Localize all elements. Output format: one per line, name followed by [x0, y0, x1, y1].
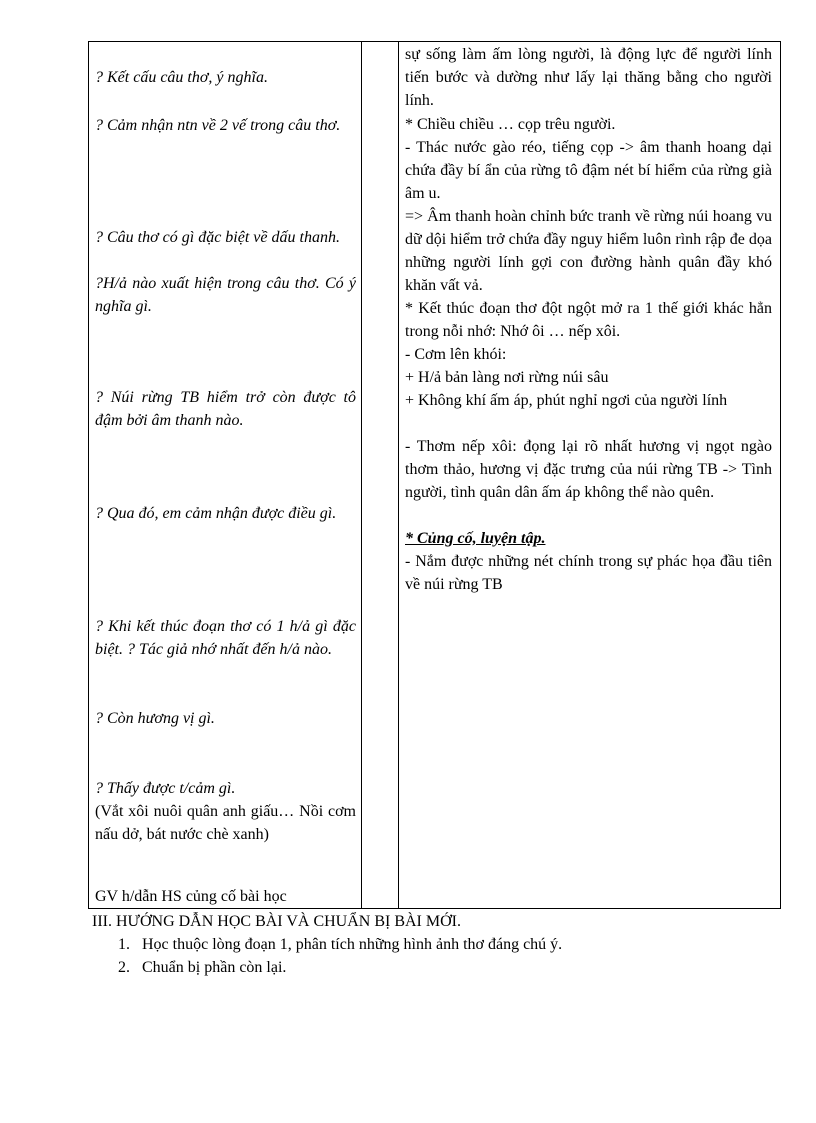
list-number: 2.	[118, 959, 130, 976]
content-paragraph: - Cơm lên khói:	[405, 346, 507, 363]
question-feeling: ? Qua đó, em cảm nhận được điều gì.	[95, 505, 337, 522]
list-item	[118, 956, 286, 979]
table-row	[89, 42, 781, 909]
content-paragraph: sự sống làm ấm lòng người, là động lực để người lính tiến bước và dường như lấy lại thăng bằng cho người lính.	[405, 46, 772, 109]
poem-quote-note: (Vắt xôi nuôi quân anh giấu… Nồi cơm nấu dở, bát nước chè xanh)	[95, 803, 356, 843]
question-emotion: ? Thấy được t/cảm gì.	[95, 780, 236, 797]
section-heading: III. HƯỚNG DẪN HỌC BÀI VÀ CHUẨN BỊ BÀI MỚI.	[92, 913, 461, 930]
teacher-guidance-note: GV h/dẫn HS củng cố bài học	[95, 888, 287, 905]
lesson-table	[88, 41, 781, 909]
list-item-text: Chuẩn bị phần còn lại.	[142, 959, 287, 976]
empty-middle-column	[362, 42, 399, 909]
content-paragraph: + H/ả bản làng nơi rừng núi sâu	[405, 369, 609, 386]
question-structure: ? Kết cấu câu thơ, ý nghĩa.	[95, 69, 268, 86]
question-two-halves: ? Cảm nhận ntn về 2 vế trong câu thơ.	[95, 117, 341, 134]
question-taste: ? Còn hương vị gì.	[95, 710, 215, 727]
question-image-meaning: ?H/ả nào xuất hiện trong câu thơ. Có ý nghĩa gì.	[95, 275, 356, 315]
questions-column	[89, 42, 362, 909]
content-paragraph: - Thác nước gào réo, tiếng cọp -> âm thanh hoang dại chứa đầy bí ẩn của rừng tô đậm nét bí hiểm của rừng già âm u.	[405, 139, 772, 202]
list-number: 1.	[118, 936, 130, 953]
question-tone-marks: ? Câu thơ có gì đặc biệt về dấu thanh.	[95, 229, 340, 246]
content-paragraph: => Âm thanh hoàn chỉnh bức tranh về rừng núi hoang vu dữ dội hiểm trở chứa đầy nguy hiểm luôn rình rập đe dọa những người lính gợi con đường hành quân đầy khó khăn vất vả.	[405, 208, 772, 294]
content-paragraph: - Thơm nếp xôi: đọng lại rõ nhất hương vị ngọt ngào thơm thảo, hương vị đặc trưng của núi rừng TB -> Tình người, tình quân dân ấm áp không thể nào quên.	[405, 438, 772, 501]
list-item	[118, 933, 562, 956]
content-paragraph: + Không khí ấm áp, phút nghỉ ngơi của người lính	[405, 392, 728, 409]
consolidation-heading: * Củng cố, luyện tập.	[405, 530, 546, 547]
question-ending-image: ? Khi kết thúc đoạn thơ có 1 h/ả gì đặc biệt. ? Tác giả nhớ nhất đến h/ả nào.	[95, 618, 356, 658]
content-paragraph: - Nắm được những nét chính trong sự phác họa đầu tiên về núi rừng TB	[405, 553, 772, 593]
question-sounds: ? Núi rừng TB hiểm trở còn được tô đậm bởi âm thanh nào.	[95, 389, 356, 429]
list-item-text: Học thuộc lòng đoạn 1, phân tích những hình ảnh thơ đáng chú ý.	[142, 936, 563, 953]
content-column	[399, 42, 781, 909]
content-paragraph: * Chiều chiều … cọp trêu người.	[405, 116, 616, 133]
content-paragraph: * Kết thúc đoạn thơ đột ngột mở ra 1 thế giới khác hẳn trong nỗi nhớ: Nhớ ôi … nếp xôi.	[405, 300, 772, 340]
